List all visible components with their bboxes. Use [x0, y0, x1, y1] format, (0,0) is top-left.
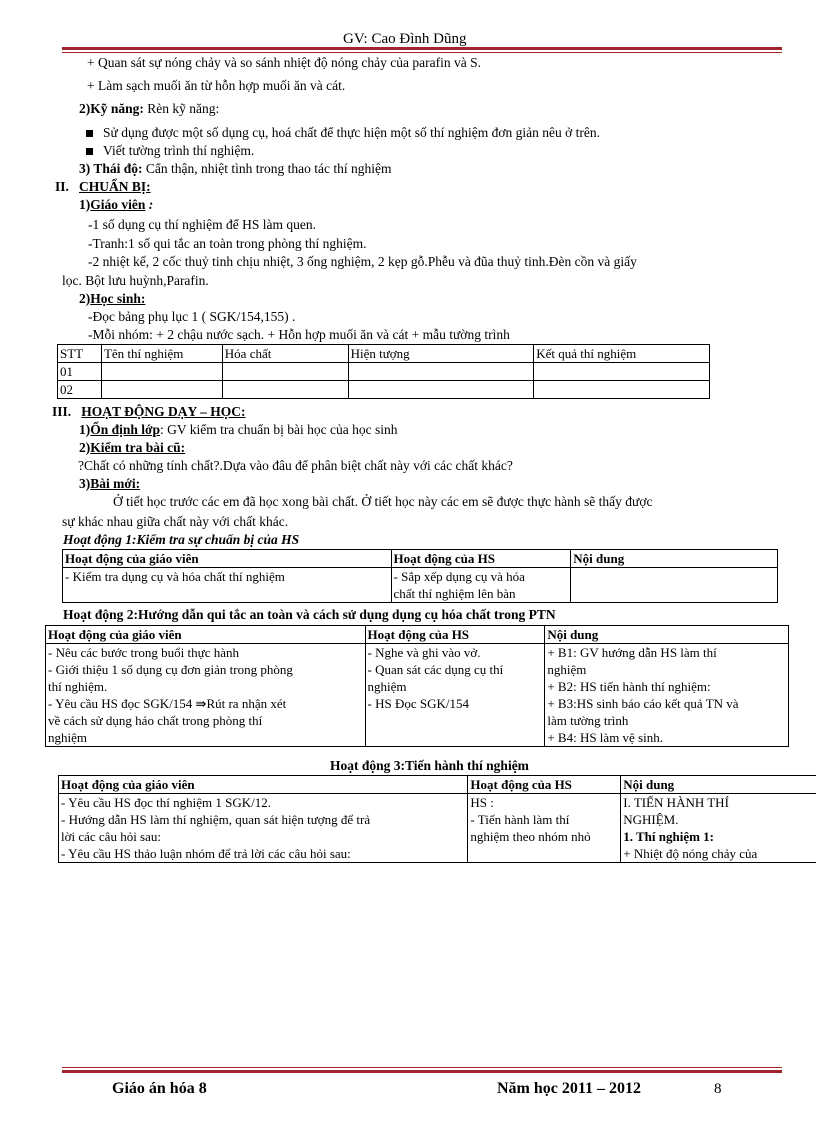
intro-b: sự khác nhau giữa chất này với chất khác.: [62, 514, 289, 529]
header-rule: [62, 47, 782, 53]
table-cell: 02: [58, 381, 102, 399]
table-cell: - Nêu các bước trong buổi thực hành - Giới thiệu 1 số dụng cụ đơn giản trong phòng thí nghiệm. - Yêu cầu HS đọc SGK/154 ⇛Rút ra nhận xét về cách sử dụng háo chất trong phòng thí nghiệm: [46, 644, 366, 747]
act3-table: [58, 775, 816, 863]
table-cell: I. TIẾN HÀNH THÍ NGHIỆM. 1. Thí nghiệm 1: + Nhiệt độ nóng chảy của: [621, 794, 816, 863]
table-header-cell: Hoạt động của giáo viên: [63, 550, 392, 568]
table-header-cell: Nội dung: [621, 776, 816, 794]
new-lesson-heading: 3)Bài mới:: [79, 476, 141, 491]
act1-title: Hoạt động 1:Kiểm tra sự chuẩn bị của HS: [63, 532, 300, 547]
table-row: [59, 794, 816, 863]
table-header-cell: Hoạt động của HS: [468, 776, 621, 794]
activities-heading: III. HOẠT ĐỘNG DẠY – HỌC:: [52, 404, 246, 419]
prep-student-2: -Mỗi nhóm: + 2 chậu nước sạch. + Hỗn hợp muối ăn và cát + mẫu tường trình: [88, 327, 510, 342]
table-header-cell: Nội dung: [545, 626, 789, 644]
prep-heading: II. CHUẨN BỊ:: [55, 179, 151, 194]
header-teacher: GV: Cao Đình Dũng: [343, 31, 467, 47]
table-row: [63, 568, 778, 603]
objective-purify: + Làm sạch muối ăn từ hỗn hợp muối ăn và cát.: [87, 78, 346, 93]
table-cell: + B1: GV hướng dẫn HS làm thí nghiệm + B2: HS tiến hành thí nghiệm: + B3:HS sinh báo cáo kết quả TN và làm tường trình + B4: HS làm vệ sinh.: [545, 644, 789, 747]
table-cell: - Yêu cầu HS đọc thí nghiệm 1 SGK/12. - Hướng dẫn HS làm thí nghiệm, quan sát hiện tượng để trả lời các câu hỏi sau: - Yêu cầu HS thảo luận nhóm để trả lời các câu hỏi sau:: [59, 794, 468, 863]
table-cell: 01: [58, 363, 102, 381]
table-header-cell: Nội dung: [571, 550, 778, 568]
table-header-cell: Hoạt động của HS: [365, 626, 545, 644]
check-heading: 2)Kiểm tra bài cũ:: [79, 440, 186, 455]
prep-teacher-2: -Tranh:1 số qui tắc an toàn trong phòng thí nghiệm.: [88, 236, 367, 251]
check-question: ?Chất có những tính chất?.Dựa vào đâu để phân biệt chất này với các chất khác?: [78, 458, 513, 473]
table-header-cell: Hoạt động của giáo viên: [46, 626, 366, 644]
table-cell: - Nghe và ghi vào vở. - Quan sát các dụng cụ thí nghiệm - HS Đọc SGK/154: [365, 644, 545, 747]
table-header-cell: Hoạt động của giáo viên: [59, 776, 468, 794]
table-cell: - Sắp xếp dụng cụ và hóa chất thí nghiệm lên bàn: [391, 568, 571, 603]
skill-item-1: Sử dụng được một số dụng cụ, hoá chất để thực hiện một số thí nghiệm đơn giản nêu ở trên.: [86, 125, 600, 141]
table-header-cell: Hoạt động của HS: [391, 550, 571, 568]
skills-label: 2)Kỹ năng:: [79, 101, 144, 116]
table-cell: - Kiểm tra dụng cụ và hóa chất thí nghiệm: [63, 568, 392, 603]
table-row: [58, 363, 710, 381]
intro-a: Ở tiết học trước các em đã học xong bài chất. Ở tiết học này các em sẽ được thực hành sẽ thấy được: [113, 494, 653, 509]
attitude-text: Cẩn thận, nhiệt tình trong thao tác thí nghiệm: [142, 161, 392, 176]
stabilize-line: 1)Ổn định lớp: GV kiểm tra chuẩn bị bài học của học sinh: [79, 422, 398, 437]
table-cell: HS : - Tiến hành làm thí nghiệm theo nhóm nhỏ: [468, 794, 621, 863]
table-header-cell: Hiện tượng: [348, 345, 534, 363]
bullet-square-icon: [86, 148, 93, 155]
act2-table: [45, 625, 789, 747]
table-row: [58, 381, 710, 399]
prep-teacher-heading: 1)Giáo viên :: [79, 197, 154, 212]
footer-year: Năm học 2011 – 2012: [497, 1080, 641, 1097]
prep-student-1: -Đọc bảng phụ lục 1 ( SGK/154,155) .: [88, 309, 296, 324]
skill-item-2: Viết tường trình thí nghiệm.: [86, 143, 254, 159]
act2-title: Hoạt động 2:Hướng dẫn qui tắc an toàn và cách sử dụng dụng cụ hóa chất trong PTN: [63, 607, 556, 622]
act3-title: Hoạt động 3:Tiến hành thí nghiệm: [330, 758, 529, 773]
prep-teacher-3b: lọc. Bột lưu huỳnh,Parafin.: [62, 273, 209, 288]
attitude-line: [79, 161, 391, 177]
footer-left: Giáo án hóa 8: [112, 1080, 207, 1097]
bullet-square-icon: [86, 130, 93, 137]
table-header-cell: Hóa chất: [222, 345, 348, 363]
report-table: [57, 344, 710, 399]
table-header-cell: STT: [58, 345, 102, 363]
prep-student-heading: 2)Học sinh:: [79, 291, 146, 306]
table-row: [46, 644, 789, 747]
skills-text: Rèn kỹ năng:: [143, 101, 220, 116]
objective-observe: + Quan sát sự nóng chảy và so sánh nhiệt độ nóng chảy của parafin và S.: [87, 55, 481, 70]
act1-table: [62, 549, 778, 603]
prep-teacher-1: -1 số dụng cụ thí nghiệm để HS làm quen.: [88, 217, 316, 232]
skills-line: [79, 101, 219, 117]
attitude-label: 3) Thái độ:: [79, 161, 143, 176]
prep-teacher-3a: -2 nhiệt kế, 2 cốc thuỷ tinh chịu nhiệt, 3 ống nghiệm, 2 kẹp gỗ.Phễu và đũa thuỷ tinh.Đèn cồn và giấy: [88, 254, 637, 269]
table-header-cell: Tên thí nghiệm: [101, 345, 222, 363]
footer-rule: [62, 1067, 782, 1073]
page-number: 8: [714, 1081, 722, 1097]
table-header-cell: Kết quả thí nghiệm: [534, 345, 710, 363]
report-table-header: [58, 345, 710, 363]
